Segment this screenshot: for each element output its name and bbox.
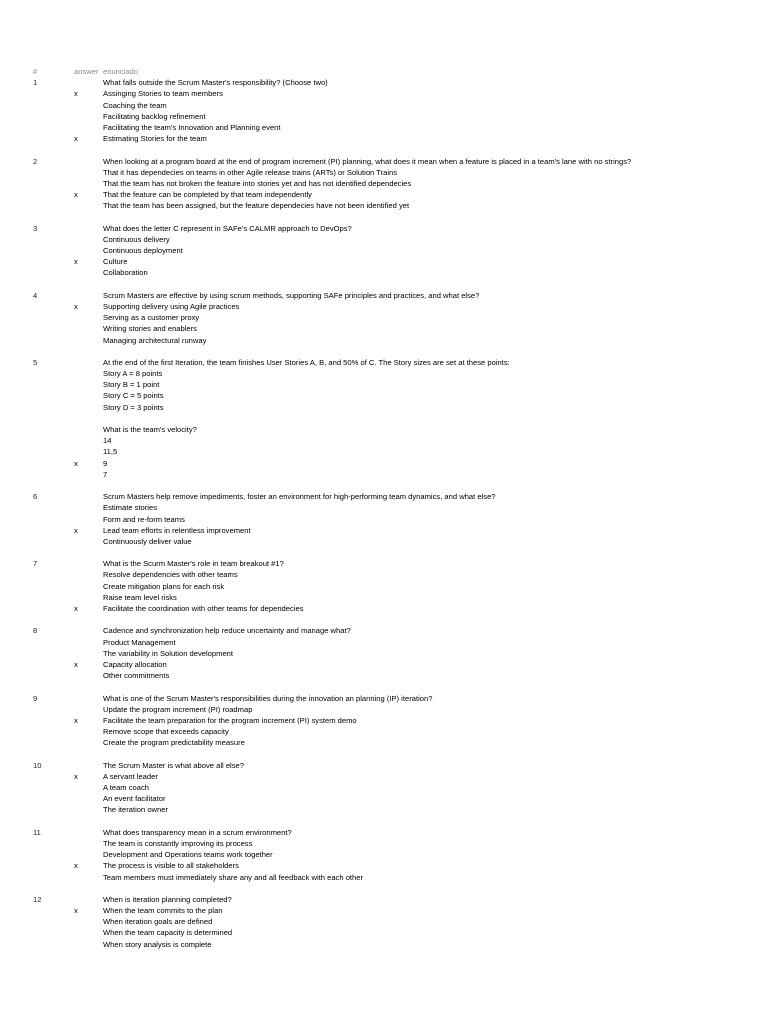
option-row <box>0 804 768 815</box>
question-number: 8 <box>33 626 38 636</box>
answer-mark: x <box>74 458 78 468</box>
question-number: 4 <box>33 290 38 300</box>
option-text: A servant leader <box>103 771 158 781</box>
question-row <box>0 693 768 704</box>
option-row <box>0 603 768 614</box>
option-row <box>0 849 768 860</box>
option-row <box>0 793 768 804</box>
option-text: Development and Operations teams work together <box>103 850 273 860</box>
option-row <box>0 771 768 782</box>
option-text: Update the program increment (PI) roadmap <box>103 704 253 714</box>
option-row <box>0 245 768 256</box>
option-row <box>0 715 768 726</box>
spacer-row <box>0 614 768 625</box>
option-row <box>0 536 768 547</box>
option-text: That the team has not broken the feature into stories yet and has not identified dependecies <box>103 178 412 188</box>
question-number: 6 <box>33 492 38 502</box>
option-row <box>0 178 768 189</box>
option-text: When story analysis is complete <box>103 939 212 949</box>
option-text: Facilitating backlog refinement <box>103 111 206 121</box>
question-text: Story B = 1 point <box>103 380 160 390</box>
option-text: Capacity allocation <box>103 659 167 669</box>
option-row <box>0 581 768 592</box>
question-block <box>0 223 768 290</box>
question-block <box>0 827 768 894</box>
option-text: When the team capacity is determined <box>103 928 233 938</box>
question-block <box>0 357 768 491</box>
option-row <box>0 502 768 513</box>
option-text: Supporting delivery using Agile practices <box>103 301 240 311</box>
option-row <box>0 525 768 536</box>
question-text-row <box>0 390 768 401</box>
answer-mark: x <box>74 604 78 613</box>
answer-mark: x <box>74 134 78 144</box>
question-row <box>0 558 768 569</box>
option-text: Continuous delivery <box>103 234 170 244</box>
quiz-sheet <box>0 66 768 961</box>
option-text: That the team has been assigned, but the feature dependecies have not been identified yet <box>103 201 410 211</box>
question-list <box>0 77 768 961</box>
option-row <box>0 200 768 211</box>
question-number: 2 <box>33 156 38 166</box>
question-row <box>0 357 768 368</box>
spacer-row <box>0 480 768 491</box>
option-row <box>0 189 768 200</box>
answer-mark: x <box>74 257 78 267</box>
option-row <box>0 659 768 670</box>
option-row <box>0 301 768 312</box>
option-text: Facilitate the coordination with other teams for dependecies <box>103 604 304 613</box>
option-row <box>0 592 768 603</box>
question-text-row <box>0 424 768 435</box>
question-number: 11 <box>33 827 41 837</box>
option-text: Managing architectural runway <box>103 335 207 345</box>
option-row <box>0 100 768 111</box>
option-row <box>0 234 768 245</box>
spacer-row <box>0 883 768 894</box>
option-text: Other commitments <box>103 671 170 681</box>
question-text: What falls outside the Scrum Master's responsibility? (Choose two) <box>103 78 328 88</box>
question-row <box>0 894 768 905</box>
option-row <box>0 637 768 648</box>
question-block <box>0 760 768 827</box>
option-text: Remove scope that exceeds capacity <box>103 727 229 737</box>
option-row <box>0 122 768 133</box>
question-text-row <box>0 368 768 379</box>
option-row <box>0 435 768 446</box>
question-text: The Scrum Master is what above all else? <box>103 760 244 770</box>
question-row <box>0 760 768 771</box>
option-row <box>0 860 768 871</box>
option-row <box>0 670 768 681</box>
answer-mark: x <box>74 861 78 871</box>
option-row <box>0 133 768 144</box>
answer-mark: x <box>74 771 78 781</box>
option-row <box>0 782 768 793</box>
question-number: 5 <box>33 357 38 367</box>
question-row <box>0 223 768 234</box>
option-row <box>0 514 768 525</box>
question-block <box>0 290 768 357</box>
question-block <box>0 625 768 692</box>
question-row <box>0 290 768 301</box>
option-row <box>0 256 768 267</box>
spacer-row <box>0 211 768 222</box>
option-row <box>0 939 768 950</box>
question-text: Story A = 8 points <box>103 369 163 379</box>
option-text: Serving as a customer proxy <box>103 313 200 323</box>
question-text: What is the team's velocity? <box>103 425 197 434</box>
option-text: Continuous deployment <box>103 246 183 255</box>
option-row <box>0 111 768 122</box>
question-row <box>0 625 768 636</box>
option-text: 7 <box>103 469 108 479</box>
answer-mark: x <box>74 715 78 725</box>
question-text: Story D = 3 points <box>103 402 164 412</box>
option-text: Raise team level risks <box>103 592 177 602</box>
question-block <box>0 894 768 961</box>
question-text: Scrum Masters help remove impediments, foster an environment for high-performing team dynamics, and what else? <box>103 492 496 502</box>
option-row <box>0 838 768 849</box>
question-text: What does transparency mean in a scrum environment? <box>103 827 292 837</box>
option-text: Culture <box>103 257 128 267</box>
option-text: An event facilitator <box>103 794 166 804</box>
option-row <box>0 167 768 178</box>
question-number: 10 <box>33 760 42 770</box>
option-text: Facilitate the team preparation for the program increment (PI) system demo <box>103 715 357 725</box>
option-text: The team is constantly improving its process <box>103 838 253 848</box>
option-text: When iteration goals are defined <box>103 917 213 927</box>
option-row <box>0 916 768 927</box>
question-number: 12 <box>33 894 42 904</box>
question-text: Cadence and synchronization help reduce uncertainty and manage what? <box>103 626 351 636</box>
question-number: 1 <box>33 78 38 88</box>
answer-mark: x <box>74 906 78 916</box>
option-text: 14 <box>103 436 112 446</box>
option-text: A team coach <box>103 783 150 792</box>
option-row <box>0 905 768 916</box>
option-text: Create mitigation plans for each risk <box>103 581 225 591</box>
spacer-row <box>0 346 768 357</box>
option-text: Writing stories and enablers <box>103 324 197 334</box>
question-row <box>0 77 768 88</box>
question-text: When looking at a program board at the end of program increment (PI) planning, what does it mean when a feature is placed in a team's lane with no strings? <box>103 156 632 166</box>
answer-mark: x <box>74 89 78 99</box>
option-text: The iteration owner <box>103 805 169 815</box>
spacer-row <box>0 950 768 961</box>
option-text: Coaching the team <box>103 100 167 110</box>
option-row <box>0 569 768 580</box>
question-block <box>0 491 768 558</box>
header-row <box>0 66 768 77</box>
option-row <box>0 648 768 659</box>
question-row <box>0 827 768 838</box>
question-text: What does the letter C represent in SAFe's CALMR approach to DevOps? <box>103 223 352 233</box>
spacer-row <box>0 144 768 155</box>
option-row <box>0 446 768 457</box>
option-text: Lead team efforts in relentless improvement <box>103 525 251 535</box>
spacer-row <box>0 816 768 827</box>
answer-mark: x <box>74 190 78 200</box>
question-block <box>0 693 768 760</box>
option-row <box>0 335 768 346</box>
option-text: The variability in Solution development <box>103 648 234 658</box>
question-text: Story C = 5 points <box>103 391 164 401</box>
question-text-row <box>0 379 768 390</box>
spacer-row <box>0 279 768 290</box>
option-text: Facilitating the team's Innovation and Planning event <box>103 122 281 132</box>
option-row <box>0 469 768 480</box>
option-text: Estimating Stories for the team <box>103 134 207 144</box>
option-row <box>0 312 768 323</box>
question-row <box>0 491 768 502</box>
answer-mark: x <box>74 659 78 669</box>
question-number: 3 <box>33 223 38 233</box>
option-row <box>0 458 768 469</box>
option-text: Team members must immediately share any and all feedback with each other <box>103 872 363 882</box>
option-row <box>0 737 768 748</box>
option-text: Product Management <box>103 637 176 647</box>
spacer-row <box>0 681 768 692</box>
answer-mark: x <box>74 301 78 311</box>
option-row <box>0 927 768 938</box>
option-text: 11,5 <box>103 447 118 457</box>
option-row <box>0 872 768 883</box>
option-text: Estimate stories <box>103 503 158 513</box>
option-text: Continuously deliver value <box>103 536 192 546</box>
question-number: 9 <box>33 693 38 703</box>
option-text: Assinging Stories to team members <box>103 89 223 99</box>
option-text: Form and re-form teams <box>103 514 185 524</box>
question-text-row <box>0 413 768 424</box>
option-row <box>0 267 768 278</box>
question-text: Scrum Masters are effective by using scrum methods, supporting SAFe principles and practices, and what else? <box>103 290 480 300</box>
question-text: At the end of the first Iteration, the team finishes User Stories A, B, and 50% of C. The Story sizes are set at these points: <box>103 357 510 367</box>
option-text: Resolve dependencies with other teams <box>103 570 238 580</box>
spacer-row <box>0 547 768 558</box>
option-row <box>0 704 768 715</box>
option-text: The process is visible to all stakeholders <box>103 861 239 871</box>
question-text: What is the Scurm Master's role in team breakout #1? <box>103 559 284 569</box>
option-text: That it has dependecies on teams in other Agile release trains (ARTs) or Solution Trains <box>103 167 398 177</box>
option-text: 9 <box>103 458 108 468</box>
option-text: Create the program predictability measure <box>103 738 245 748</box>
option-text: When the team commits to the plan <box>103 906 223 916</box>
header-answer: answer <box>74 67 99 76</box>
option-row <box>0 726 768 737</box>
question-text: When is iteration planning completed? <box>103 894 232 904</box>
option-row <box>0 88 768 99</box>
spacer-row <box>0 748 768 759</box>
answer-mark: x <box>74 525 78 535</box>
option-text: Collaboration <box>103 268 148 278</box>
option-row <box>0 323 768 334</box>
header-statement: enunciado <box>103 67 139 76</box>
header-number: # <box>33 67 38 76</box>
option-text: That the feature can be completed by that team independently <box>103 190 312 200</box>
question-block <box>0 558 768 625</box>
question-text: What is one of the Scrum Master's responsibilities during the innovation an planning (IP) iteration? <box>103 693 433 703</box>
question-block <box>0 156 768 223</box>
question-row <box>0 156 768 167</box>
question-block <box>0 77 768 155</box>
question-text-row <box>0 402 768 413</box>
question-number: 7 <box>33 559 38 569</box>
